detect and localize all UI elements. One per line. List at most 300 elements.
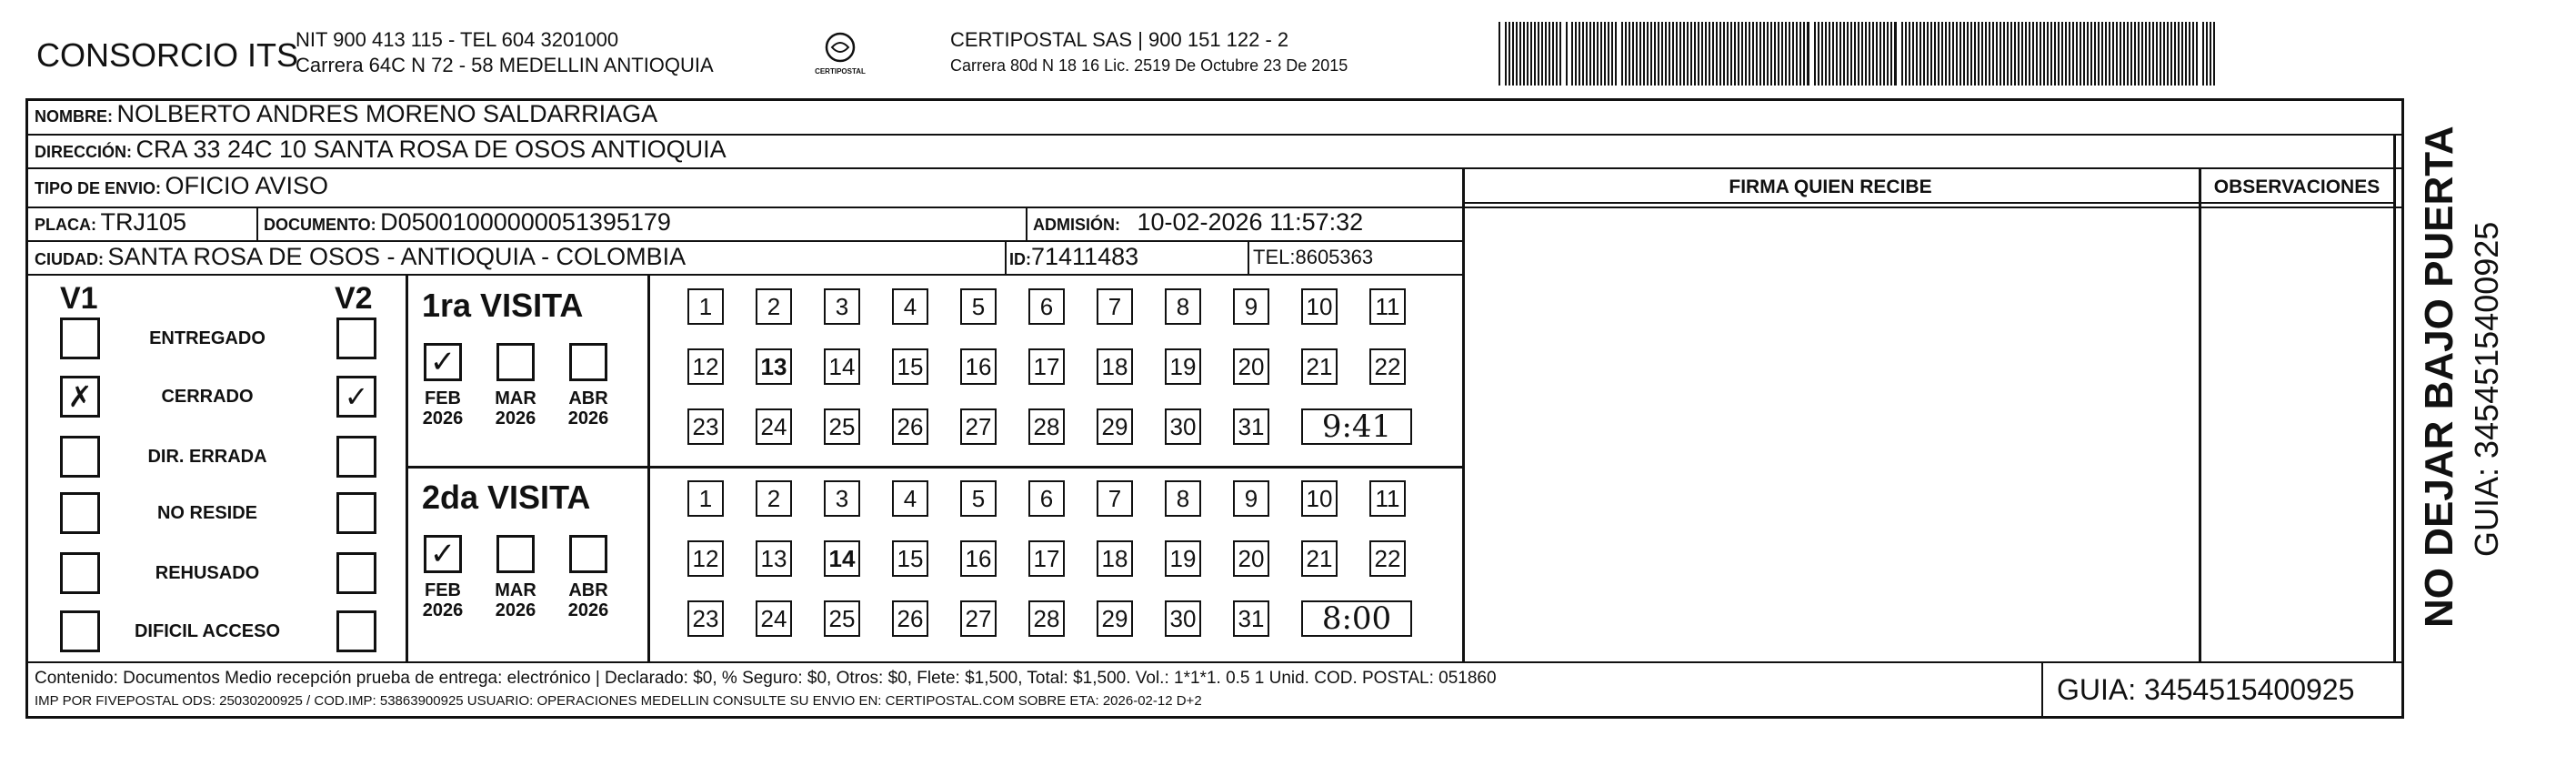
status-v2-checkbox[interactable] <box>336 552 376 594</box>
nombre-row <box>35 100 657 128</box>
barcode-bar <box>1519 22 1521 86</box>
month-name: MAR <box>495 580 536 600</box>
day-box[interactable]: 17 <box>1028 348 1065 385</box>
barcode-bar <box>1727 22 1729 86</box>
month-checkbox[interactable] <box>569 343 607 381</box>
barcode-bar <box>2094 22 2096 86</box>
day-box[interactable]: 2 <box>756 288 792 325</box>
tipo-label: TIPO DE ENVIO: <box>35 179 162 197</box>
month-year: 2026 <box>567 408 609 428</box>
barcode-bar <box>1781 22 1783 86</box>
day-box[interactable]: 11 <box>1369 288 1406 325</box>
barcode-bar <box>1650 22 1652 86</box>
firma-label: FIRMA QUIEN RECIBE <box>1729 176 1932 197</box>
barcode-bar <box>1523 22 1525 86</box>
barcode-bar <box>1850 22 1852 86</box>
day-box[interactable]: 26 <box>892 600 928 637</box>
day-box[interactable]: 25 <box>824 600 860 637</box>
barcode-bar <box>1799 22 1801 86</box>
barcode-bar <box>1701 22 1703 86</box>
barcode-bar <box>1709 22 1710 86</box>
visit-time[interactable]: 8:00 <box>1301 600 1412 637</box>
barcode-bar <box>2145 22 2147 86</box>
barcode-bar <box>2018 22 2020 86</box>
day-box[interactable]: 19 <box>1165 348 1201 385</box>
barcode-bar <box>1927 22 1929 86</box>
barcode-bar <box>1600 22 1602 86</box>
barcode-bar <box>1647 22 1649 86</box>
day-box[interactable]: 21 <box>1301 540 1338 577</box>
barcode-bar <box>2003 22 2005 86</box>
certipostal-info <box>950 27 1348 78</box>
day-box[interactable]: 30 <box>1165 600 1201 637</box>
barcode-bar <box>1934 22 1936 86</box>
day-box[interactable]: 10 <box>1301 288 1338 325</box>
barcode-bar <box>2127 22 2129 86</box>
barcode-bar <box>1883 22 1885 86</box>
status-panel <box>25 274 406 661</box>
side-guia: GUIA: 3454515400925 <box>2468 221 2505 557</box>
barcode-bar <box>1738 22 1739 86</box>
barcode-bar <box>1690 22 1692 86</box>
day-box[interactable]: 18 <box>1097 540 1133 577</box>
day-box[interactable]: 6 <box>1028 480 1065 517</box>
day-box[interactable]: 23 <box>687 408 724 445</box>
barcode-bar <box>1974 22 1976 86</box>
status-label: DIFICIL ACCESO <box>134 621 280 641</box>
barcode-bar <box>2029 22 2030 86</box>
month-checkbox[interactable]: ✓ <box>424 343 462 381</box>
admision-value: 10-02-2026 11:57:32 <box>1137 208 1364 236</box>
day-box[interactable]: 10 <box>1301 480 1338 517</box>
month-label <box>558 388 618 428</box>
barcode-bar <box>1814 22 1816 86</box>
status-label: ENTREGADO <box>149 328 266 348</box>
documento-label: DOCUMENTO: <box>264 216 376 234</box>
direccion-value: CRA 33 24C 10 SANTA ROSA DE OSOS ANTIOQUIA <box>135 136 727 163</box>
barcode-bar <box>1669 22 1670 86</box>
day-box[interactable]: 8 <box>1165 480 1201 517</box>
id-value: 71411483 <box>1031 243 1139 270</box>
divider <box>1005 240 1007 274</box>
barcode-bar <box>1985 22 1987 86</box>
barcode-bar <box>2160 22 2161 86</box>
barcode-bar <box>2167 22 2169 86</box>
barcode-bar <box>1694 22 1696 86</box>
barcode-bar <box>2178 22 2180 86</box>
day-box[interactable]: 29 <box>1097 408 1133 445</box>
barcode-bar <box>2043 22 2045 86</box>
day-box[interactable]: 15 <box>892 540 928 577</box>
barcode-bar <box>1821 22 1823 86</box>
divider <box>25 240 1462 242</box>
barcode-bar <box>2196 22 2198 86</box>
status-v1-checkbox[interactable] <box>60 436 100 478</box>
day-box[interactable]: 27 <box>960 408 997 445</box>
visit-title: 2da VISITA <box>422 479 591 516</box>
barcode-bar <box>1858 22 1859 86</box>
barcode-bar <box>1705 22 1707 86</box>
barcode-bar <box>2000 22 2001 86</box>
day-box[interactable]: 9 <box>1233 480 1269 517</box>
status-v2-checkbox[interactable] <box>336 436 376 478</box>
day-box[interactable]: 1 <box>687 288 724 325</box>
barcode-bar <box>1698 22 1699 86</box>
day-box[interactable]: 16 <box>960 540 997 577</box>
day-box[interactable]: 5 <box>960 480 997 517</box>
cert-line1: CERTIPOSTAL SAS | 900 151 122 - 2 <box>950 28 1289 51</box>
documento-cell <box>264 208 671 237</box>
barcode-bar <box>2007 22 2009 86</box>
status-v1-checkbox[interactable]: ✗ <box>60 376 100 418</box>
day-box[interactable]: 31 <box>1233 600 1269 637</box>
barcode-bar <box>1865 22 1867 86</box>
barcode-bar <box>1978 22 1980 86</box>
status-v2-checkbox[interactable] <box>336 317 376 359</box>
admision-cell <box>1033 208 1363 237</box>
barcode-bar <box>2130 22 2132 86</box>
tel-value: 8605363 <box>1295 246 1374 268</box>
day-box[interactable]: 29 <box>1097 600 1133 637</box>
barcode-bar <box>1615 22 1617 86</box>
barcode-bar <box>1770 22 1772 86</box>
barcode-bar <box>1916 22 1918 86</box>
barcode-bar <box>2134 22 2136 86</box>
day-box[interactable]: 7 <box>1097 288 1133 325</box>
ciudad-value: SANTA ROSA DE OSOS - ANTIOQUIA - COLOMBIA <box>107 243 687 270</box>
day-box[interactable]: 22 <box>1369 348 1406 385</box>
barcode-bar <box>2192 22 2194 86</box>
day-box[interactable]: 14 <box>824 540 860 577</box>
month-checkbox[interactable] <box>569 535 607 573</box>
barcode-bar <box>2213 22 2215 86</box>
month-year: 2026 <box>422 408 464 428</box>
barcode-bar <box>2065 22 2067 86</box>
month-checkbox[interactable] <box>496 535 535 573</box>
day-box[interactable]: 2 <box>756 480 792 517</box>
month-year: 2026 <box>495 408 536 428</box>
barcode-bar <box>1586 22 1588 86</box>
barcode-bar <box>1941 22 1943 86</box>
barcode-bar <box>1825 22 1827 86</box>
visit-title: 1ra VISITA <box>422 287 584 324</box>
barcode-bar <box>1843 22 1845 86</box>
status-v2-checkbox[interactable]: ✓ <box>336 376 376 418</box>
month-name: ABR <box>568 388 608 408</box>
barcode-bar <box>1512 22 1514 86</box>
nit-line: NIT 900 413 115 - TEL 604 3201000 <box>296 28 619 51</box>
status-v2-checkbox[interactable] <box>336 492 376 534</box>
day-box[interactable]: 28 <box>1028 408 1065 445</box>
day-box[interactable]: 5 <box>960 288 997 325</box>
barcode-bar <box>2185 22 2187 86</box>
barcode-bar <box>1912 22 1914 86</box>
company-info <box>296 27 714 78</box>
status-v1-checkbox[interactable] <box>60 317 100 359</box>
divider <box>647 274 650 661</box>
day-box[interactable]: 1 <box>687 480 724 517</box>
company-name: CONSORCIO ITS <box>36 36 299 74</box>
barcode-bar <box>1854 22 1856 86</box>
placa-cell <box>35 208 186 237</box>
placa-label: PLACA: <box>35 216 96 234</box>
month-year: 2026 <box>567 600 609 620</box>
placa-value: TRJ105 <box>100 208 186 236</box>
barcode-bar <box>1789 22 1790 86</box>
barcode-bar <box>1589 22 1591 86</box>
barcode-bar <box>1593 22 1595 86</box>
day-box[interactable]: 14 <box>824 348 860 385</box>
barcode-bar <box>1967 22 1969 86</box>
month-checkbox[interactable]: ✓ <box>424 535 462 573</box>
barcode-bar <box>2058 22 2060 86</box>
month-year: 2026 <box>495 600 536 620</box>
day-box[interactable]: 26 <box>892 408 928 445</box>
side-warning: NO DEJAR BAJO PUERTA <box>2417 126 2461 628</box>
barcode-bar <box>1556 22 1558 86</box>
barcode-bar <box>1509 22 1510 86</box>
barcode-bar <box>1534 22 1536 86</box>
documento-value: D05001000000051395179 <box>380 208 671 236</box>
barcode-bar <box>1901 22 1903 86</box>
barcode-bar <box>1923 22 1925 86</box>
barcode-bar <box>1970 22 1972 86</box>
status-v2-checkbox[interactable] <box>336 610 376 652</box>
month-name: FEB <box>425 388 461 408</box>
barcode-bar <box>1807 22 1809 86</box>
day-box[interactable]: 27 <box>960 600 997 637</box>
barcode-bar <box>1741 22 1743 86</box>
month-label <box>413 580 473 620</box>
day-box[interactable]: 4 <box>892 288 928 325</box>
barcode-bar <box>1629 22 1630 86</box>
barcode-bar <box>1582 22 1584 86</box>
barcode-bar <box>1930 22 1932 86</box>
barcode-bar <box>1996 22 1998 86</box>
day-box[interactable]: 22 <box>1369 540 1406 577</box>
day-box[interactable]: 31 <box>1233 408 1269 445</box>
barcode-bar <box>2206 22 2208 86</box>
day-box[interactable]: 12 <box>687 348 724 385</box>
barcode-bar <box>2112 22 2114 86</box>
day-box[interactable]: 20 <box>1233 348 1269 385</box>
observaciones-label: OBSERVACIONES <box>2213 176 2381 197</box>
barcode-bar <box>1861 22 1863 86</box>
month-label <box>486 580 546 620</box>
barcode-bar <box>1654 22 1656 86</box>
direccion-row <box>35 136 727 164</box>
day-box[interactable]: 24 <box>756 408 792 445</box>
ciudad-label: CIUDAD: <box>35 250 104 268</box>
id-cell <box>1009 243 1138 271</box>
barcode-bar <box>2202 22 2204 86</box>
barcode-bar <box>1676 22 1678 86</box>
barcode-bar <box>1604 22 1606 86</box>
barcode-bar <box>1545 22 1547 86</box>
barcode-bar <box>1749 22 1750 86</box>
barcode-bar <box>1636 22 1638 86</box>
month-name: ABR <box>568 580 608 600</box>
barcode-bar <box>2036 22 2038 86</box>
divider <box>1026 207 1027 240</box>
barcode-bar <box>1890 22 1892 86</box>
barcode-bar <box>2109 22 2110 86</box>
status-v1-checkbox[interactable] <box>60 610 100 652</box>
barcode-bar <box>1552 22 1554 86</box>
tipo-value: OFICIO AVISO <box>165 172 329 199</box>
barcode-bar <box>1767 22 1769 86</box>
barcode-bar <box>1992 22 1994 86</box>
barcode-bar <box>1879 22 1881 86</box>
barcode-bar <box>1919 22 1921 86</box>
visit-time[interactable]: 9:41 <box>1301 408 1412 445</box>
day-box[interactable]: 3 <box>824 288 860 325</box>
admision-label: ADMISIÓN: <box>1033 216 1120 234</box>
day-box[interactable]: 13 <box>756 540 792 577</box>
barcode-bar <box>1639 22 1641 86</box>
barcode-bar <box>1763 22 1765 86</box>
barcode-bar <box>1872 22 1874 86</box>
barcode-bar <box>1847 22 1849 86</box>
day-box[interactable]: 12 <box>687 540 724 577</box>
barcode-bar <box>1829 22 1830 86</box>
nombre-value: NOLBERTO ANDRES MORENO SALDARRIAGA <box>116 100 658 127</box>
barcode-bar <box>1949 22 1950 86</box>
divider <box>256 207 258 240</box>
divider <box>25 661 2404 663</box>
barcode-bar <box>2054 22 2056 86</box>
day-box[interactable]: 23 <box>687 600 724 637</box>
barcode-bar <box>1665 22 1667 86</box>
barcode-bar <box>1956 22 1958 86</box>
barcode-bar <box>2098 22 2100 86</box>
barcode-bar <box>1611 22 1613 86</box>
barcode-bar <box>1963 22 1965 86</box>
status-label: CERRADO <box>161 387 254 407</box>
barcode-bar <box>1839 22 1841 86</box>
barcode-bar <box>2149 22 2150 86</box>
barcode-bar <box>1887 22 1889 86</box>
day-box[interactable]: 20 <box>1233 540 1269 577</box>
barcode-bar <box>1945 22 1947 86</box>
barcode-bar <box>1778 22 1779 86</box>
barcode-bar <box>1752 22 1754 86</box>
barcode-bar <box>2101 22 2103 86</box>
certipostal-logo <box>812 29 868 82</box>
barcode-bar <box>1687 22 1689 86</box>
v2-header: V2 <box>335 281 373 316</box>
day-box[interactable]: 24 <box>756 600 792 637</box>
barcode-bar <box>2152 22 2154 86</box>
divider <box>2199 167 2201 661</box>
cert-line2: Carrera 80d N 18 16 Lic. 2519 De Octubre 23 De 2015 <box>950 56 1348 75</box>
day-box[interactable]: 7 <box>1097 480 1133 517</box>
barcode-bar <box>1632 22 1634 86</box>
day-box[interactable]: 15 <box>892 348 928 385</box>
barcode-bar <box>1683 22 1685 86</box>
logo-text: CERTIPOSTAL <box>815 67 866 76</box>
barcode-bar <box>2083 22 2085 86</box>
barcode-bar <box>2138 22 2140 86</box>
barcode-bar <box>1803 22 1805 86</box>
barcode-bar <box>1745 22 1747 86</box>
divider <box>2393 135 2396 662</box>
barcode-bar <box>1756 22 1758 86</box>
barcode-bar <box>2021 22 2023 86</box>
barcode-bar <box>1527 22 1529 86</box>
day-box[interactable]: 11 <box>1369 480 1406 517</box>
barcode-bar <box>1730 22 1732 86</box>
day-box[interactable]: 19 <box>1165 540 1201 577</box>
day-box[interactable]: 13 <box>756 348 792 385</box>
barcode-bar <box>1960 22 1961 86</box>
tel-label: TEL: <box>1253 246 1296 268</box>
barcode-bar <box>1566 22 1568 86</box>
divider <box>406 466 1462 469</box>
status-label: NO RESIDE <box>156 503 258 523</box>
v1-header: V1 <box>60 281 98 316</box>
barcode-bar <box>2014 22 2016 86</box>
barcode-bar <box>2090 22 2092 86</box>
day-box[interactable]: 3 <box>824 480 860 517</box>
day-box[interactable]: 16 <box>960 348 997 385</box>
day-box[interactable]: 17 <box>1028 540 1065 577</box>
day-box[interactable]: 18 <box>1097 348 1133 385</box>
barcode-bar <box>2032 22 2034 86</box>
divider <box>2041 661 2043 719</box>
barcode-bar <box>2120 22 2121 86</box>
barcode-bar <box>1719 22 1721 86</box>
footer-guia: GUIA: 3454515400925 <box>2057 673 2355 706</box>
barcode-bar <box>2061 22 2063 86</box>
barcode-bar <box>1621 22 1623 86</box>
barcode-bar <box>2047 22 2049 86</box>
status-v1-checkbox[interactable] <box>60 552 100 594</box>
barcode-bar <box>1734 22 1736 86</box>
barcode-bar <box>2156 22 2158 86</box>
direccion-label: DIRECCIÓN: <box>35 143 132 161</box>
month-checkbox[interactable] <box>496 343 535 381</box>
day-box[interactable]: 4 <box>892 480 928 517</box>
day-box[interactable]: 21 <box>1301 348 1338 385</box>
barcode-bar <box>2076 22 2078 86</box>
barcode-bar <box>1832 22 1834 86</box>
month-year: 2026 <box>422 600 464 620</box>
day-box[interactable]: 8 <box>1165 288 1201 325</box>
barcode-bar <box>1672 22 1674 86</box>
day-box[interactable]: 6 <box>1028 288 1065 325</box>
status-v1-checkbox[interactable] <box>60 492 100 534</box>
day-box[interactable]: 9 <box>1233 288 1269 325</box>
footer-line1: Contenido: Documentos Medio recepción prueba de entrega: electrónico | Declarado: $0, % Seguro: $0, Otros: $0, Flete: $1,500, Total: $1,500. Vol.: 1*1*1. 0.5 1 Unid. COD. POSTAL: 051860 <box>35 669 1497 688</box>
barcode-bar <box>1796 22 1798 86</box>
day-box[interactable]: 28 <box>1028 600 1065 637</box>
day-box[interactable]: 25 <box>824 408 860 445</box>
barcode-bar <box>2072 22 2074 86</box>
barcode-bar <box>1571 22 1573 86</box>
id-label: ID: <box>1009 250 1031 268</box>
barcode-bar <box>1981 22 1983 86</box>
address-line: Carrera 64C N 72 - 58 MEDELLIN ANTIOQUIA <box>296 54 714 76</box>
barcode-bar <box>2116 22 2118 86</box>
barcode-bar <box>2105 22 2107 86</box>
barcode-bar <box>1658 22 1659 86</box>
barcode-bar <box>2189 22 2190 86</box>
barcode-bar <box>1712 22 1714 86</box>
day-box[interactable]: 30 <box>1165 408 1201 445</box>
barcode-bar <box>2141 22 2143 86</box>
barcode-bar <box>1869 22 1870 86</box>
